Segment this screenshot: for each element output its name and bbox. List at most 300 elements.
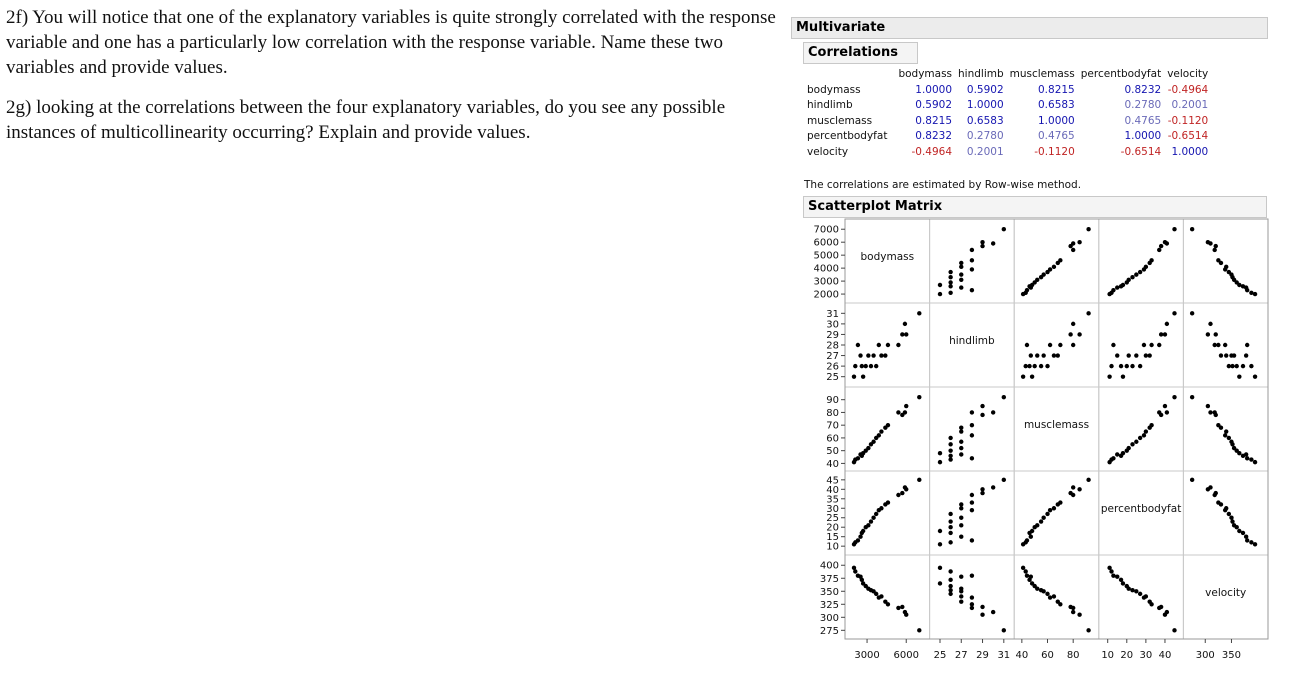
scatter-point (1056, 261, 1060, 265)
y-tick-label: 400 (819, 560, 839, 572)
y-tick-label: 5000 (813, 250, 839, 262)
corr-cell: -0.1120 (1034, 145, 1075, 158)
scatter-point (1045, 364, 1049, 368)
corr-cell: 0.6583 (1038, 99, 1075, 111)
scatter-point (869, 364, 873, 368)
x-tick-label: 20 (1120, 650, 1134, 661)
scatter-point (1138, 436, 1142, 440)
scatter-point (1052, 594, 1056, 598)
scatter-point (1025, 343, 1029, 347)
scatter-point (1212, 410, 1216, 414)
scatter-point (1032, 525, 1036, 529)
scatter-point (1121, 374, 1125, 378)
scatter-point (1068, 332, 1072, 336)
scatter-point (948, 584, 952, 588)
scatter-point (1115, 285, 1119, 289)
scatter-point (1125, 448, 1129, 452)
col-header-percentbodyfat: percentbodyfat (1080, 68, 1162, 80)
scatter-point (1157, 248, 1161, 252)
scatter-point (1119, 454, 1123, 458)
scatter-point (1142, 433, 1146, 437)
scatter-point (1077, 612, 1081, 616)
scatter-point (959, 574, 963, 578)
scatter-point (1134, 440, 1138, 444)
scatter-point (959, 446, 963, 450)
scatter-point (874, 364, 878, 368)
scatter-point (1071, 606, 1075, 610)
scatter-point (1206, 404, 1210, 408)
scatter-point (959, 534, 963, 538)
scatter-point (869, 442, 873, 446)
scatter-point (917, 628, 921, 632)
row-label-hindlimb: hindlimb (807, 99, 853, 111)
scatter-point (1241, 364, 1245, 368)
scatter-point (959, 516, 963, 520)
y-tick-label: 6000 (813, 237, 839, 249)
scatter-point (904, 332, 908, 336)
scatter-point (871, 353, 875, 357)
y-tick-label: 30 (826, 319, 839, 331)
scatter-point (1235, 525, 1239, 529)
scatter-point (1142, 343, 1146, 347)
scatterplot-matrix-section-header[interactable]: Scatterplot Matrix (803, 196, 1267, 218)
scatter-point (948, 270, 952, 274)
scatter-point (948, 280, 952, 284)
scatter-point (1030, 581, 1034, 585)
scatter-point (883, 599, 887, 603)
multivariate-report-header[interactable]: Multivariate (791, 17, 1268, 39)
scatter-point (938, 460, 942, 464)
y-tick-label: 27 (826, 351, 839, 363)
scatter-point (1219, 353, 1223, 357)
scatter-point (1086, 628, 1090, 632)
x-tick-label: 60 (1041, 650, 1054, 661)
scatter-point (1125, 280, 1129, 284)
scatter-point (959, 452, 963, 456)
x-tick-label: 300 (1195, 650, 1215, 661)
scatter-point (1223, 343, 1227, 347)
scatter-point (896, 343, 900, 347)
corr-cell: 1.0000 (915, 83, 953, 96)
scatter-point (948, 457, 952, 461)
corr-cell: -0.4964 (911, 145, 953, 158)
scatter-point (852, 460, 856, 464)
scatter-point (861, 374, 865, 378)
scatter-point (1223, 267, 1227, 271)
scatter-point (1157, 410, 1161, 414)
scatter-point (1235, 364, 1239, 368)
corr-cell: -0.4964 (1167, 83, 1209, 96)
scatter-point (1237, 374, 1241, 378)
scatter-point (1134, 589, 1138, 593)
scatter-point (1244, 534, 1248, 538)
scatter-point (1172, 395, 1176, 399)
scatter-point (948, 578, 952, 582)
y-tick-label: 2000 (813, 289, 839, 301)
scatter-point (1056, 502, 1060, 506)
scatter-point (1165, 322, 1169, 326)
scatter-point (1125, 364, 1129, 368)
x-tick-label: 40 (1158, 650, 1172, 661)
scatter-point (1039, 364, 1043, 368)
scatter-point (900, 491, 904, 495)
scatter-point (1253, 292, 1257, 296)
y-tick-label: 60 (826, 433, 839, 445)
corr-cell: 0.2780 (966, 130, 1004, 142)
scatter-point (1071, 493, 1075, 497)
scatter-point (948, 448, 952, 452)
col-header-hindlimb: hindlimb (958, 68, 1004, 80)
x-tick-label: 6000 (893, 650, 919, 661)
scatter-point (970, 538, 974, 542)
scatter-point (1212, 248, 1216, 252)
scatter-point (1159, 244, 1163, 248)
scatter-point (1021, 374, 1025, 378)
scatter-point (1052, 506, 1056, 510)
col-header-bodymass: bodymass (898, 68, 953, 80)
scatter-point (917, 395, 921, 399)
scatter-point (1023, 569, 1027, 573)
scatter-point (869, 519, 873, 523)
scatter-point (970, 500, 974, 504)
scatter-point (1111, 573, 1115, 577)
y-tick-label: 350 (819, 586, 839, 598)
scatter-point (959, 440, 963, 444)
scatter-point (1039, 519, 1043, 523)
y-tick-label: 325 (819, 599, 839, 611)
scatter-point (948, 588, 952, 592)
scatter-point (917, 478, 921, 482)
scatter-point (938, 529, 942, 533)
scatter-point (877, 508, 881, 512)
scatter-point (948, 454, 952, 458)
scatter-point (1224, 353, 1228, 357)
scatter-point (1030, 374, 1034, 378)
scatter-point (970, 423, 974, 427)
scatter-point (1068, 244, 1072, 248)
scatter-point (1023, 364, 1027, 368)
scatter-point (1071, 610, 1075, 614)
scatter-point (896, 606, 900, 610)
scatter-point (1219, 502, 1223, 506)
scatter-point (1107, 374, 1111, 378)
scatter-point (1208, 241, 1212, 245)
scatter-point (1232, 353, 1236, 357)
scatter-point (858, 534, 862, 538)
x-tick-label: 80 (1066, 650, 1080, 661)
scatter-point (980, 487, 984, 491)
scatter-point (970, 493, 974, 497)
corr-cell: 0.4765 (1038, 130, 1075, 142)
y-tick-label: 10 (826, 541, 839, 553)
scatter-point (959, 426, 963, 430)
scatter-point (856, 573, 860, 577)
scatter-point (1206, 332, 1210, 336)
scatter-point (903, 485, 907, 489)
scatter-point (991, 410, 995, 414)
x-tick-label: 25 (933, 650, 947, 661)
scatter-point (1077, 487, 1081, 491)
scatter-point (948, 519, 952, 523)
scatter-point (1208, 485, 1212, 489)
scatter-point (852, 542, 856, 546)
y-tick-label: 80 (826, 407, 839, 419)
scatter-point (1241, 531, 1245, 535)
scatter-point (1039, 275, 1043, 279)
y-tick-label: 25 (826, 513, 839, 525)
scatter-point (1077, 332, 1081, 336)
scatter-point (1086, 478, 1090, 482)
scatter-point (1107, 460, 1111, 464)
corr-cell: 0.8215 (915, 114, 953, 127)
y-tick-label: 25 (826, 372, 839, 384)
scatter-point (1086, 227, 1090, 231)
corr-cell: 0.8232 (915, 130, 953, 142)
scatter-point (1002, 227, 1006, 231)
scatter-point (1224, 429, 1228, 433)
y-tick-label: 45 (826, 475, 839, 487)
scatter-point (959, 261, 963, 265)
scatter-point (1029, 285, 1033, 289)
scatter-point (1227, 436, 1231, 440)
scatter-point (856, 343, 860, 347)
scatter-point (1021, 292, 1025, 296)
corr-cell: 1.0000 (1171, 145, 1209, 158)
x-tick-label: 31 (997, 650, 1011, 661)
scatter-point (948, 291, 952, 295)
scatter-point (980, 244, 984, 248)
scatter-point (1219, 426, 1223, 430)
scatter-point (1149, 343, 1153, 347)
corr-cell: -0.1120 (1167, 114, 1209, 127)
scatter-point (970, 267, 974, 271)
scatter-point (886, 343, 890, 347)
scatter-point (877, 595, 881, 599)
scatter-point (1119, 364, 1123, 368)
matrix-cell-frame (1014, 555, 1099, 639)
scatter-point (903, 610, 907, 614)
scatter-point (1214, 244, 1218, 248)
scatter-point (980, 605, 984, 609)
scatter-point (1138, 592, 1142, 596)
y-tick-label: 50 (826, 446, 839, 458)
y-tick-label: 26 (826, 361, 839, 373)
row-label-velocity: velocity (807, 145, 849, 158)
y-tick-label: 40 (826, 458, 839, 470)
scatter-point (1253, 542, 1257, 546)
scatter-point (864, 364, 868, 368)
scatter-point (959, 265, 963, 269)
scatter-point (1230, 442, 1234, 446)
scatter-point (1245, 538, 1249, 542)
scatter-point (1190, 478, 1194, 482)
scatter-point (1025, 573, 1029, 577)
scatter-point (1071, 343, 1075, 347)
y-tick-label: 275 (819, 625, 839, 637)
corr-cell: 0.2001 (966, 145, 1004, 158)
scatter-point (948, 569, 952, 573)
scatter-point (1052, 265, 1056, 269)
scatter-point (1027, 364, 1031, 368)
scatter-point (1214, 332, 1218, 336)
scatter-point (970, 410, 974, 414)
y-tick-label: 29 (826, 329, 839, 341)
scatter-point (959, 502, 963, 506)
scatter-point (879, 429, 883, 433)
scatter-point (1144, 429, 1148, 433)
matrix-cell-frame (845, 555, 930, 639)
scatter-point (938, 451, 942, 455)
scatter-point (970, 258, 974, 262)
y-tick-label: 375 (819, 573, 839, 585)
scatter-point (1115, 353, 1119, 357)
y-tick-label: 30 (826, 503, 839, 515)
scatter-point (980, 404, 984, 408)
scatter-point (1208, 322, 1212, 326)
row-label-percentbodyfat: percentbodyfat (807, 130, 888, 142)
x-tick-label: 27 (954, 650, 968, 661)
scatter-point (858, 353, 862, 357)
corr-cell: 0.8215 (1038, 83, 1075, 96)
matrix-cell-frame (1183, 219, 1268, 303)
scatter-point (938, 283, 942, 287)
scatter-point (1249, 457, 1253, 461)
scatter-point (991, 610, 995, 614)
scatter-point (1002, 395, 1006, 399)
scatter-point (1027, 531, 1031, 535)
scatter-point (883, 353, 887, 357)
y-tick-label: 31 (826, 308, 839, 320)
scatter-point (896, 410, 900, 414)
scatter-point (917, 311, 921, 315)
scatter-point (904, 404, 908, 408)
scatter-point (903, 322, 907, 326)
scatter-point (1172, 311, 1176, 315)
y-tick-label: 40 (826, 484, 839, 496)
scatter-point (959, 272, 963, 276)
scatter-point (1029, 534, 1033, 538)
scatter-point (1212, 493, 1216, 497)
corr-cell: 0.6583 (966, 114, 1004, 127)
scatter-point (948, 284, 952, 288)
scatter-point (1223, 508, 1227, 512)
corr-cell: 0.5902 (915, 99, 953, 111)
row-label-bodymass: bodymass (807, 83, 861, 96)
scatter-point (938, 292, 942, 296)
scatter-point (1032, 364, 1036, 368)
scatter-point (948, 436, 952, 440)
x-tick-label: 29 (976, 650, 989, 661)
scatter-point (948, 531, 952, 535)
scatter-point (1163, 404, 1167, 408)
y-tick-label: 15 (826, 532, 839, 544)
scatter-point (1237, 451, 1241, 455)
scatter-point (860, 364, 864, 368)
corr-cell: 0.5902 (966, 83, 1004, 96)
scatter-point (1039, 588, 1043, 592)
scatter-point (1130, 442, 1134, 446)
scatter-point (1021, 542, 1025, 546)
row-label-musclemass: musclemass (807, 114, 873, 127)
col-header-musclemass: musclemass (1009, 68, 1075, 80)
scatter-point (959, 278, 963, 282)
corr-cell: 1.0000 (1124, 130, 1162, 142)
scatter-point (959, 285, 963, 289)
scatter-point (1134, 353, 1138, 357)
scatter-point (874, 436, 878, 440)
scatter-point (1071, 248, 1075, 252)
corr-cell: 0.4765 (1124, 114, 1162, 127)
scatter-point (1119, 284, 1123, 288)
scatter-point (1190, 395, 1194, 399)
scatter-point (874, 512, 878, 516)
scatter-point (1048, 508, 1052, 512)
scatter-point (1190, 227, 1194, 231)
correlations-section-header[interactable]: Correlations (803, 42, 918, 64)
scatter-point (991, 241, 995, 245)
scatter-point (980, 612, 984, 616)
scatter-point (1045, 270, 1049, 274)
col-header-velocity: velocity (1167, 68, 1209, 80)
scatter-point (879, 353, 883, 357)
scatter-point (959, 429, 963, 433)
scatter-point (1119, 578, 1123, 582)
scatter-point (883, 502, 887, 506)
diagonal-label-hindlimb: hindlimb (949, 335, 995, 347)
scatter-point (1107, 292, 1111, 296)
scatter-point (1130, 364, 1134, 368)
scatter-point (896, 493, 900, 497)
scatter-point (1130, 588, 1134, 592)
scatter-point (938, 542, 942, 546)
scatter-point (1035, 353, 1039, 357)
scatter-point (866, 353, 870, 357)
scatter-point (948, 442, 952, 446)
scatter-point (1142, 595, 1146, 599)
scatter-point (1208, 410, 1212, 414)
scatter-point (1172, 628, 1176, 632)
scatter-point (860, 531, 864, 535)
scatter-point (883, 426, 887, 430)
matrix-cell-frame (1183, 387, 1268, 471)
scatter-point (1147, 426, 1151, 430)
scatter-point (853, 364, 857, 368)
scatter-point (1048, 595, 1052, 599)
scatter-point (1041, 353, 1045, 357)
scatter-point (1253, 374, 1257, 378)
scatter-point (1002, 628, 1006, 632)
scatter-point (970, 456, 974, 460)
diagonal-label-percentbodyfat: percentbodyfat (1100, 503, 1182, 515)
scatter-point (1244, 452, 1248, 456)
y-tick-label: 35 (826, 494, 839, 506)
corr-cell: 0.8232 (1124, 83, 1162, 96)
scatter-point (970, 508, 974, 512)
scatter-point (948, 540, 952, 544)
scatter-point (852, 566, 856, 570)
y-tick-label: 20 (826, 522, 839, 534)
scatter-point (1134, 272, 1138, 276)
scatter-point (1172, 227, 1176, 231)
diagonal-label-bodymass: bodymass (860, 251, 915, 263)
scatter-point (1244, 353, 1248, 357)
scatter-point (938, 581, 942, 585)
scatter-point (959, 506, 963, 510)
scatter-point (970, 602, 974, 606)
scatter-point (1165, 410, 1169, 414)
scatter-point (1077, 240, 1081, 244)
scatter-point (1253, 460, 1257, 464)
